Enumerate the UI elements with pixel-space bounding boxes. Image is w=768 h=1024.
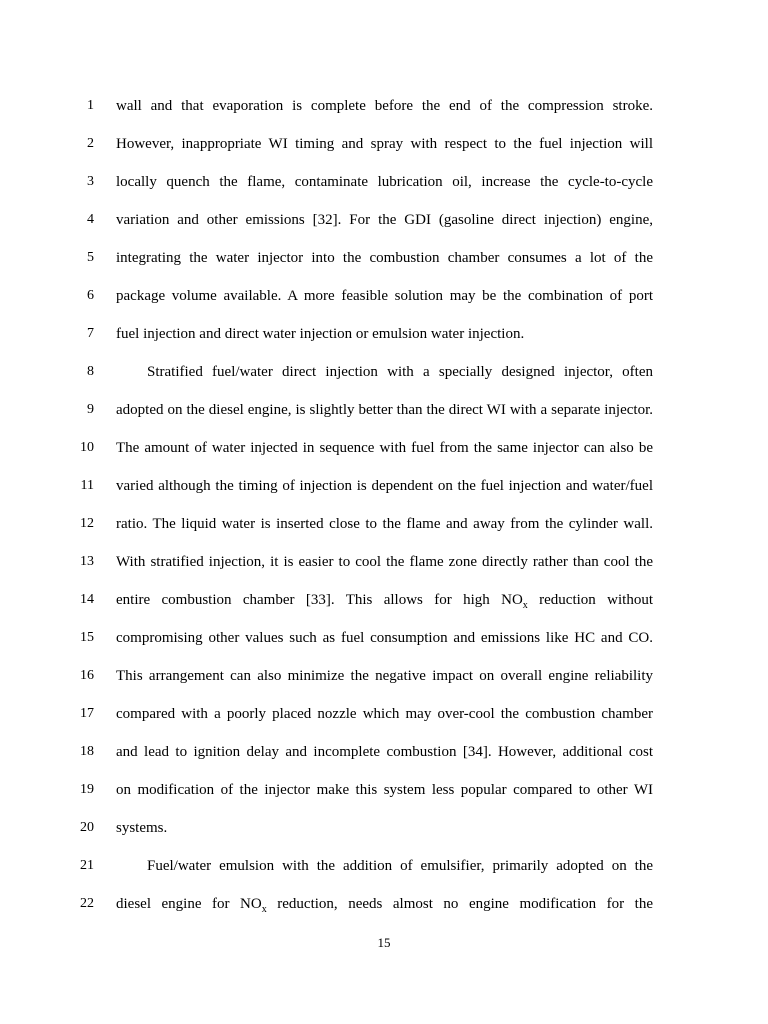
text-line <box>0 741 768 763</box>
line-number: 9 <box>87 402 94 417</box>
line-number: 19 <box>80 782 94 797</box>
line-text: The amount of water injected in sequence with fuel from the same injector can also be <box>116 440 653 456</box>
line-number: 8 <box>87 364 94 379</box>
line-number: 16 <box>80 668 94 683</box>
line-number: 13 <box>80 554 94 569</box>
text-line <box>0 551 768 573</box>
subscript: x <box>522 600 528 611</box>
text-line <box>0 399 768 421</box>
line-text: integrating the water injector into the combustion chamber consumes a lot of the <box>116 250 653 266</box>
text-line <box>0 171 768 193</box>
line-text: With stratified injection, it is easier to cool the flame zone directly rather than cool the <box>116 554 653 570</box>
line-number: 14 <box>80 592 94 607</box>
line-text-part: reduction, needs almost no engine modification for the <box>266 896 653 912</box>
line-text-part: diesel engine for NO <box>116 896 262 912</box>
line-number: 2 <box>87 136 94 151</box>
line-number: 21 <box>80 858 94 873</box>
line-text <box>116 893 653 915</box>
text-line <box>0 817 768 839</box>
line-number: 1 <box>87 98 94 113</box>
line-text: fuel injection and direct water injection or emulsion water injection. <box>116 326 525 342</box>
line-text: variation and other emissions [32]. For the GDI (gasoline direct injection) engine, <box>116 212 653 228</box>
text-line <box>0 779 768 801</box>
line-text: Stratified fuel/water direct injection with a specially designed injector, often <box>147 364 653 380</box>
line-text-part: reduction without <box>527 592 653 608</box>
text-line <box>0 627 768 649</box>
line-number: 4 <box>87 212 94 227</box>
text-line <box>0 361 768 383</box>
line-text: locally quench the flame, contaminate lubrication oil, increase the cycle-to-cycle <box>116 174 653 190</box>
line-text: compared with a poorly placed nozzle which may over-cool the combustion chamber <box>116 706 653 722</box>
text-line <box>0 893 768 915</box>
text-line <box>0 323 768 345</box>
text-line <box>0 665 768 687</box>
line-number: 6 <box>87 288 94 303</box>
line-text: adopted on the diesel engine, is slightly better than the direct WI with a separate injector. <box>116 402 653 418</box>
text-line <box>0 703 768 725</box>
line-text: compromising other values such as fuel consumption and emissions like HC and CO. <box>116 630 653 646</box>
text-line <box>0 247 768 269</box>
text-line <box>0 133 768 155</box>
text-line <box>0 95 768 117</box>
line-number: 10 <box>80 440 94 455</box>
text-line <box>0 513 768 535</box>
line-text <box>116 589 653 611</box>
line-text-part: entire combustion chamber [33]. This allows for high NO <box>116 592 523 608</box>
line-number: 12 <box>80 516 94 531</box>
line-number: 18 <box>80 744 94 759</box>
line-text: and lead to ignition delay and incomplete combustion [34]. However, additional cost <box>116 744 653 760</box>
line-text: However, inappropriate WI timing and spray with respect to the fuel injection will <box>116 136 653 152</box>
line-number: 22 <box>80 896 94 911</box>
line-text: wall and that evaporation is complete before the end of the compression stroke. <box>116 98 653 114</box>
text-line <box>0 589 768 611</box>
line-number: 17 <box>80 706 94 721</box>
line-text: This arrangement can also minimize the negative impact on overall engine reliability <box>116 668 653 684</box>
line-text: systems. <box>116 820 168 836</box>
text-line <box>0 475 768 497</box>
text-line <box>0 437 768 459</box>
line-text: on modification of the injector make this system less popular compared to other WI <box>116 782 653 798</box>
text-line <box>0 285 768 307</box>
page-number: 15 <box>377 935 391 950</box>
line-number: 3 <box>87 174 94 189</box>
line-text: Fuel/water emulsion with the addition of emulsifier, primarily adopted on the <box>147 858 653 874</box>
text-line <box>0 855 768 877</box>
line-number: 20 <box>80 820 94 835</box>
subscript: x <box>261 904 267 915</box>
line-text: varied although the timing of injection is dependent on the fuel injection and water/fuel <box>116 478 653 494</box>
line-number: 7 <box>87 326 94 341</box>
line-number: 15 <box>80 630 94 645</box>
text-line <box>0 209 768 231</box>
line-number: 11 <box>80 478 94 493</box>
line-text: package volume available. A more feasible solution may be the combination of port <box>116 288 653 304</box>
line-text: ratio. The liquid water is inserted close to the flame and away from the cylinder wall. <box>116 516 653 532</box>
line-number: 5 <box>87 250 94 265</box>
